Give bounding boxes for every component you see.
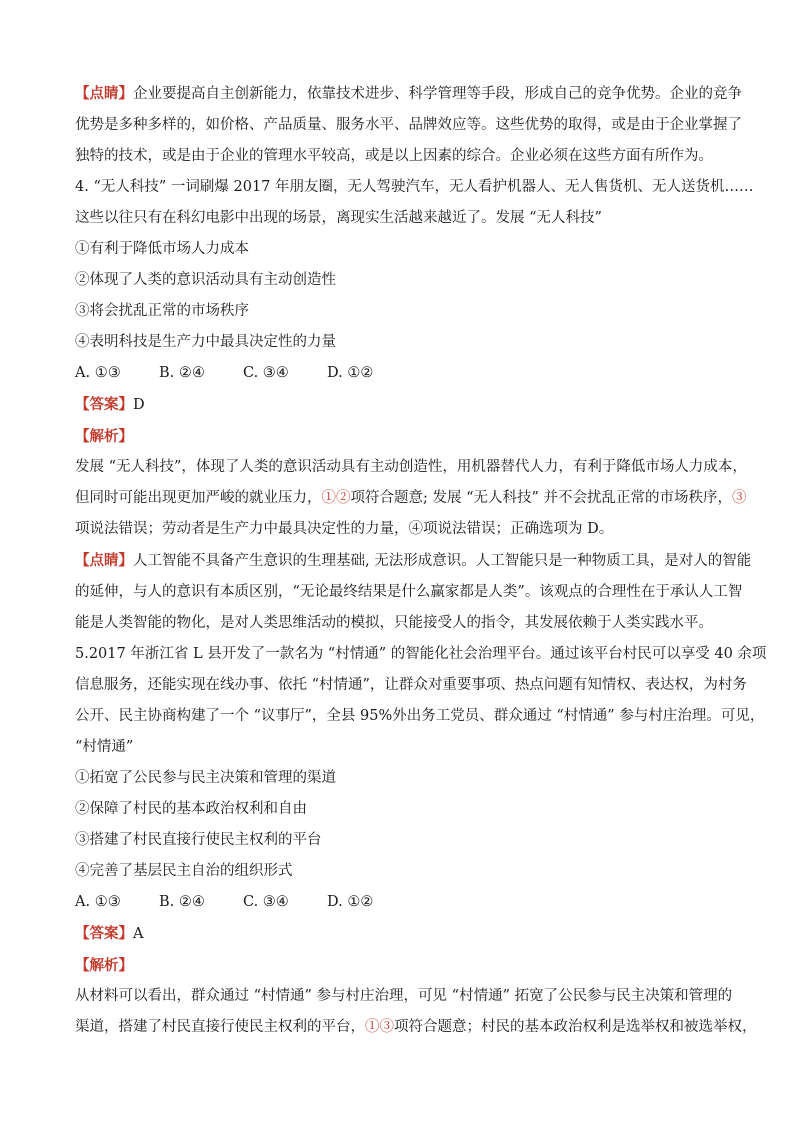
q5-stem: 公开、民主协商构建了一个 “议事厅”，全县 95%外出务工党员、群众通过 “村情通” 参与村庄治理。可见，: [75, 708, 765, 724]
q5-analysis-tag: 【解析】: [75, 957, 133, 974]
q5-item: ④完善了基层民主自治的组织形式: [75, 863, 293, 879]
option-c: C. ③④: [243, 365, 289, 381]
q5-item: ③搭建了村民直接行使民主权利的平台: [75, 832, 322, 848]
document-page: [75, 78, 767, 1043]
q4-stem: 4. “无人科技” 一词刷爆 2017 年朋友圈，无人驾驶汽车，无人看护机器人、无人售货机、无人送货机……: [75, 179, 754, 195]
q5-item: ①拓宽了公民参与民主决策和管理的渠道: [75, 770, 336, 786]
q4-tip: 【点睛】人工智能不具备产生意识的生理基础, 无法形成意识。人工智能只是一种物质工具，是对人的智能: [75, 552, 752, 569]
q4-tip: 能是人类智能的物化，是对人类思维活动的模拟，只能接受人的指令，其发展依赖于人类实践水平。: [75, 615, 713, 631]
q4-item: ②体现了人类的意识活动具有主动创造性: [75, 272, 336, 288]
q4-analysis: 项说法错误；劳动者是生产力中最具决定性的力量，④项说法错误；正确选项为 D。: [75, 521, 614, 537]
q4-stem: 这些以往只有在科幻电影中出现的场景，离现实生活越来越近了。发展 “无人科技”: [75, 210, 602, 226]
q3-tip-line: 独特的技术，或是由于企业的管理水平较高，或是以上因素的综合。企业必须在这些方面有所作为。: [75, 148, 713, 164]
tip-tag: 【点睛】: [75, 85, 133, 102]
q3-tip-line: 优势是多种多样的，如价格、产品质量、服务水平、品牌效应等。这些优势的取得，或是由于企业掌握了: [75, 117, 742, 133]
q4-options: [75, 358, 725, 389]
q3-tip-line: 【点睛】企业要提高自主创新能力，依靠技术进步、科学管理等手段，形成自己的竞争优势。企业的竞争: [75, 85, 742, 102]
q4-item: ④表明科技是生产力中最具决定性的力量: [75, 334, 336, 350]
q5-options: [75, 887, 725, 918]
option-a: A. ①③: [75, 894, 121, 910]
q4-analysis: 发展 “无人科技”，体现了人类的意识活动具有主动创造性，用机器替代人力，有利于降低市场人力成本，: [75, 459, 747, 475]
option-a: A. ①③: [75, 365, 121, 381]
q4-tip: 的延伸，与人的意识有本质区别，“无论最终结果是什么赢家都是人类”。该观点的合理性在于承认人工智: [75, 584, 743, 600]
q4-answer: 【答案】D: [75, 396, 145, 413]
option-b: B. ②④: [159, 894, 205, 910]
q5-stem: 5.2017 年浙江省 L 县开发了一款名为 “村情通” 的智能化社会治理平台。通过该平台村民可以享受 40 余项: [75, 646, 767, 662]
q5-stem: 信息服务，还能实现在线办事、依托 “村情通”，让群众对重要事项、热点问题有知情权、表达权，为村务: [75, 677, 747, 693]
q5-stem: “村情通”: [75, 739, 134, 755]
option-c: C. ③④: [243, 894, 289, 910]
q5-answer: 【答案】A: [75, 925, 144, 942]
q4-analysis-tag: 【解析】: [75, 428, 133, 445]
q4-item: ①有利于降低市场人力成本: [75, 241, 249, 257]
q5-item: ②保障了村民的基本政治权利和自由: [75, 801, 307, 817]
q4-analysis: 但同时可能出现更加严峻的就业压力，①②项符合题意; 发展 “无人科技” 并不会扰乱正常的市场秩序，③: [75, 490, 747, 506]
option-d: D. ①②: [327, 365, 374, 381]
q4-item: ③将会扰乱正常的市场秩序: [75, 303, 249, 319]
option-b: B. ②④: [159, 365, 205, 381]
q5-analysis: 渠道，搭建了村民直接行使民主权利的平台，①③项符合题意；村民的基本政治权利是选举权和被选举权，: [75, 1019, 757, 1035]
option-d: D. ①②: [327, 894, 374, 910]
q5-analysis: 从材料可以看出，群众通过 “村情通” 参与村庄治理，可见 “村情通” 拓宽了公民参与民主决策和管理的: [75, 988, 733, 1004]
